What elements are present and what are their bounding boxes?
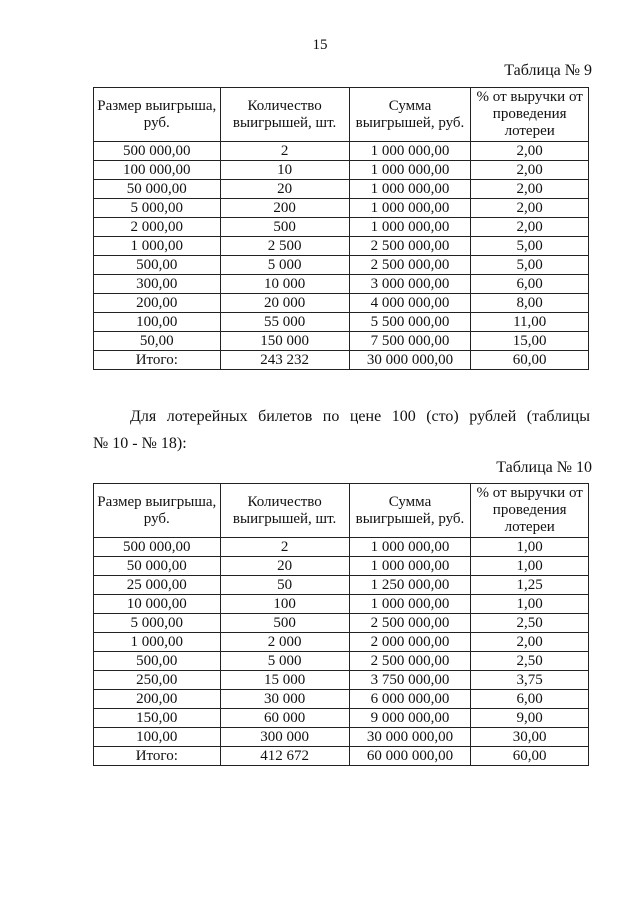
- table-row: [94, 218, 589, 237]
- cell-prize-size: 150,00: [94, 709, 221, 728]
- cell-prize-sum: 30 000 000,00: [349, 351, 471, 370]
- table-9-caption: Таблица № 9: [504, 62, 592, 79]
- paragraph-word: билетов: [258, 408, 313, 425]
- paragraph-word: по: [322, 408, 340, 425]
- header-prize-count: Количество выигрышей, шт.: [220, 484, 349, 538]
- cell-prize-count: 10: [220, 161, 349, 180]
- cell-prize-size: 500 000,00: [94, 538, 221, 557]
- cell-prize-sum: 1 000 000,00: [349, 161, 471, 180]
- cell-revenue-percent: 1,25: [471, 576, 589, 595]
- cell-prize-sum: 1 000 000,00: [349, 557, 471, 576]
- cell-prize-count: 5 000: [220, 652, 349, 671]
- cell-prize-size: 50 000,00: [94, 557, 221, 576]
- cell-prize-count: 200: [220, 199, 349, 218]
- cell-revenue-percent: 2,00: [471, 199, 589, 218]
- cell-prize-count: 500: [220, 614, 349, 633]
- paragraph-line-1: [93, 403, 590, 430]
- cell-revenue-percent: 2,50: [471, 614, 589, 633]
- cell-prize-count: 2: [220, 142, 349, 161]
- cell-prize-sum: 30 000 000,00: [349, 728, 471, 747]
- table-total-row: [94, 351, 589, 370]
- cell-prize-sum: 3 000 000,00: [349, 275, 471, 294]
- table-row: [94, 595, 589, 614]
- paragraph-word: Для: [130, 408, 157, 425]
- cell-revenue-percent: 30,00: [471, 728, 589, 747]
- cell-prize-size: 1 000,00: [94, 237, 221, 256]
- table-row: [94, 180, 589, 199]
- table-row: [94, 313, 589, 332]
- table-row: [94, 557, 589, 576]
- cell-prize-size: 250,00: [94, 671, 221, 690]
- table-row: [94, 142, 589, 161]
- paragraph: [93, 403, 590, 457]
- table-header-row: [94, 484, 589, 538]
- cell-prize-count: 15 000: [220, 671, 349, 690]
- cell-prize-sum: 1 000 000,00: [349, 142, 471, 161]
- cell-prize-count: 60 000: [220, 709, 349, 728]
- header-prize-sum: Сумма выигрышей, руб.: [349, 88, 471, 142]
- header-prize-sum: Сумма выигрышей, руб.: [349, 484, 471, 538]
- table-row: [94, 332, 589, 351]
- cell-prize-sum: 2 500 000,00: [349, 614, 471, 633]
- cell-prize-sum: 7 500 000,00: [349, 332, 471, 351]
- cell-prize-count: 55 000: [220, 313, 349, 332]
- cell-revenue-percent: 2,00: [471, 633, 589, 652]
- cell-prize-count: 2 500: [220, 237, 349, 256]
- table-total-row: [94, 747, 589, 766]
- cell-prize-sum: 2 500 000,00: [349, 652, 471, 671]
- table-row: [94, 728, 589, 747]
- cell-revenue-percent: 60,00: [471, 351, 589, 370]
- cell-prize-count: 10 000: [220, 275, 349, 294]
- cell-revenue-percent: 2,00: [471, 218, 589, 237]
- cell-prize-count: 20: [220, 180, 349, 199]
- table-10-body: [94, 538, 589, 766]
- cell-prize-size: 200,00: [94, 294, 221, 313]
- cell-prize-count: 150 000: [220, 332, 349, 351]
- cell-prize-size: 2 000,00: [94, 218, 221, 237]
- cell-revenue-percent: 9,00: [471, 709, 589, 728]
- cell-revenue-percent: 2,00: [471, 142, 589, 161]
- cell-prize-sum: 1 000 000,00: [349, 538, 471, 557]
- cell-revenue-percent: 5,00: [471, 256, 589, 275]
- cell-prize-count: 2 000: [220, 633, 349, 652]
- cell-prize-size: 500,00: [94, 652, 221, 671]
- cell-revenue-percent: 6,00: [471, 690, 589, 709]
- cell-prize-size: 100,00: [94, 313, 221, 332]
- table-row: [94, 690, 589, 709]
- cell-revenue-percent: 6,00: [471, 275, 589, 294]
- cell-revenue-percent: 2,00: [471, 180, 589, 199]
- paragraph-word: лотерейных: [166, 408, 248, 425]
- cell-prize-sum: 5 500 000,00: [349, 313, 471, 332]
- header-revenue-percent: % от выручки от проведения лотереи: [471, 484, 589, 538]
- cell-prize-size: 200,00: [94, 690, 221, 709]
- cell-prize-sum: 1 000 000,00: [349, 595, 471, 614]
- cell-revenue-percent: 1,00: [471, 595, 589, 614]
- table-row: [94, 237, 589, 256]
- paragraph-line-2: № 10 - № 18):: [93, 435, 187, 452]
- header-prize-size: Размер выигрыша, руб.: [94, 484, 221, 538]
- cell-prize-count: 5 000: [220, 256, 349, 275]
- cell-prize-sum: 3 750 000,00: [349, 671, 471, 690]
- table-row: [94, 256, 589, 275]
- cell-revenue-percent: 1,00: [471, 557, 589, 576]
- table-row: [94, 576, 589, 595]
- cell-prize-sum: 2 000 000,00: [349, 633, 471, 652]
- paragraph-word: (сто): [426, 408, 459, 425]
- cell-prize-count: 30 000: [220, 690, 349, 709]
- cell-prize-sum: 4 000 000,00: [349, 294, 471, 313]
- table-row: [94, 671, 589, 690]
- table-9-body: [94, 142, 589, 370]
- table-row: [94, 538, 589, 557]
- cell-revenue-percent: 5,00: [471, 237, 589, 256]
- cell-prize-size: 100 000,00: [94, 161, 221, 180]
- cell-prize-count: 100: [220, 595, 349, 614]
- header-prize-size: Размер выигрыша, руб.: [94, 88, 221, 142]
- table-10: [93, 483, 589, 766]
- cell-prize-sum: 1 250 000,00: [349, 576, 471, 595]
- cell-prize-size: 1 000,00: [94, 633, 221, 652]
- cell-prize-sum: 9 000 000,00: [349, 709, 471, 728]
- cell-prize-count: 500: [220, 218, 349, 237]
- table-row: [94, 275, 589, 294]
- cell-prize-size: Итого:: [94, 351, 221, 370]
- cell-prize-count: 20 000: [220, 294, 349, 313]
- header-prize-count: Количество выигрышей, шт.: [220, 88, 349, 142]
- cell-prize-size: 10 000,00: [94, 595, 221, 614]
- paragraph-word: 100: [391, 408, 416, 425]
- cell-prize-sum: 2 500 000,00: [349, 256, 471, 275]
- header-revenue-percent: % от выручки от проведения лотереи: [471, 88, 589, 142]
- table-row: [94, 709, 589, 728]
- cell-revenue-percent: 8,00: [471, 294, 589, 313]
- table-row: [94, 633, 589, 652]
- cell-prize-size: 5 000,00: [94, 614, 221, 633]
- table-row: [94, 294, 589, 313]
- paragraph-word: (таблицы: [526, 408, 590, 425]
- cell-prize-size: 500,00: [94, 256, 221, 275]
- cell-prize-count: 300 000: [220, 728, 349, 747]
- cell-revenue-percent: 1,00: [471, 538, 589, 557]
- cell-prize-count: 412 672: [220, 747, 349, 766]
- cell-prize-size: Итого:: [94, 747, 221, 766]
- cell-revenue-percent: 11,00: [471, 313, 589, 332]
- cell-prize-size: 5 000,00: [94, 199, 221, 218]
- cell-prize-count: 50: [220, 576, 349, 595]
- cell-revenue-percent: 2,50: [471, 652, 589, 671]
- paragraph-word: рублей: [469, 408, 517, 425]
- cell-revenue-percent: 2,00: [471, 161, 589, 180]
- cell-prize-size: 50 000,00: [94, 180, 221, 199]
- cell-prize-size: 100,00: [94, 728, 221, 747]
- table-row: [94, 614, 589, 633]
- table-row: [94, 161, 589, 180]
- cell-prize-sum: 2 500 000,00: [349, 237, 471, 256]
- cell-revenue-percent: 60,00: [471, 747, 589, 766]
- cell-prize-size: 25 000,00: [94, 576, 221, 595]
- table-row: [94, 652, 589, 671]
- cell-prize-count: 243 232: [220, 351, 349, 370]
- cell-prize-size: 500 000,00: [94, 142, 221, 161]
- cell-prize-sum: 6 000 000,00: [349, 690, 471, 709]
- cell-prize-sum: 1 000 000,00: [349, 180, 471, 199]
- table-10-caption: Таблица № 10: [496, 459, 592, 476]
- cell-prize-size: 50,00: [94, 332, 221, 351]
- table-row: [94, 199, 589, 218]
- paragraph-word: цене: [349, 408, 382, 425]
- cell-revenue-percent: 3,75: [471, 671, 589, 690]
- cell-prize-count: 2: [220, 538, 349, 557]
- cell-prize-sum: 60 000 000,00: [349, 747, 471, 766]
- table-9: [93, 87, 589, 370]
- table-header-row: [94, 88, 589, 142]
- cell-prize-sum: 1 000 000,00: [349, 199, 471, 218]
- cell-revenue-percent: 15,00: [471, 332, 589, 351]
- cell-prize-sum: 1 000 000,00: [349, 218, 471, 237]
- page-number: 15: [312, 37, 328, 53]
- cell-prize-size: 300,00: [94, 275, 221, 294]
- cell-prize-count: 20: [220, 557, 349, 576]
